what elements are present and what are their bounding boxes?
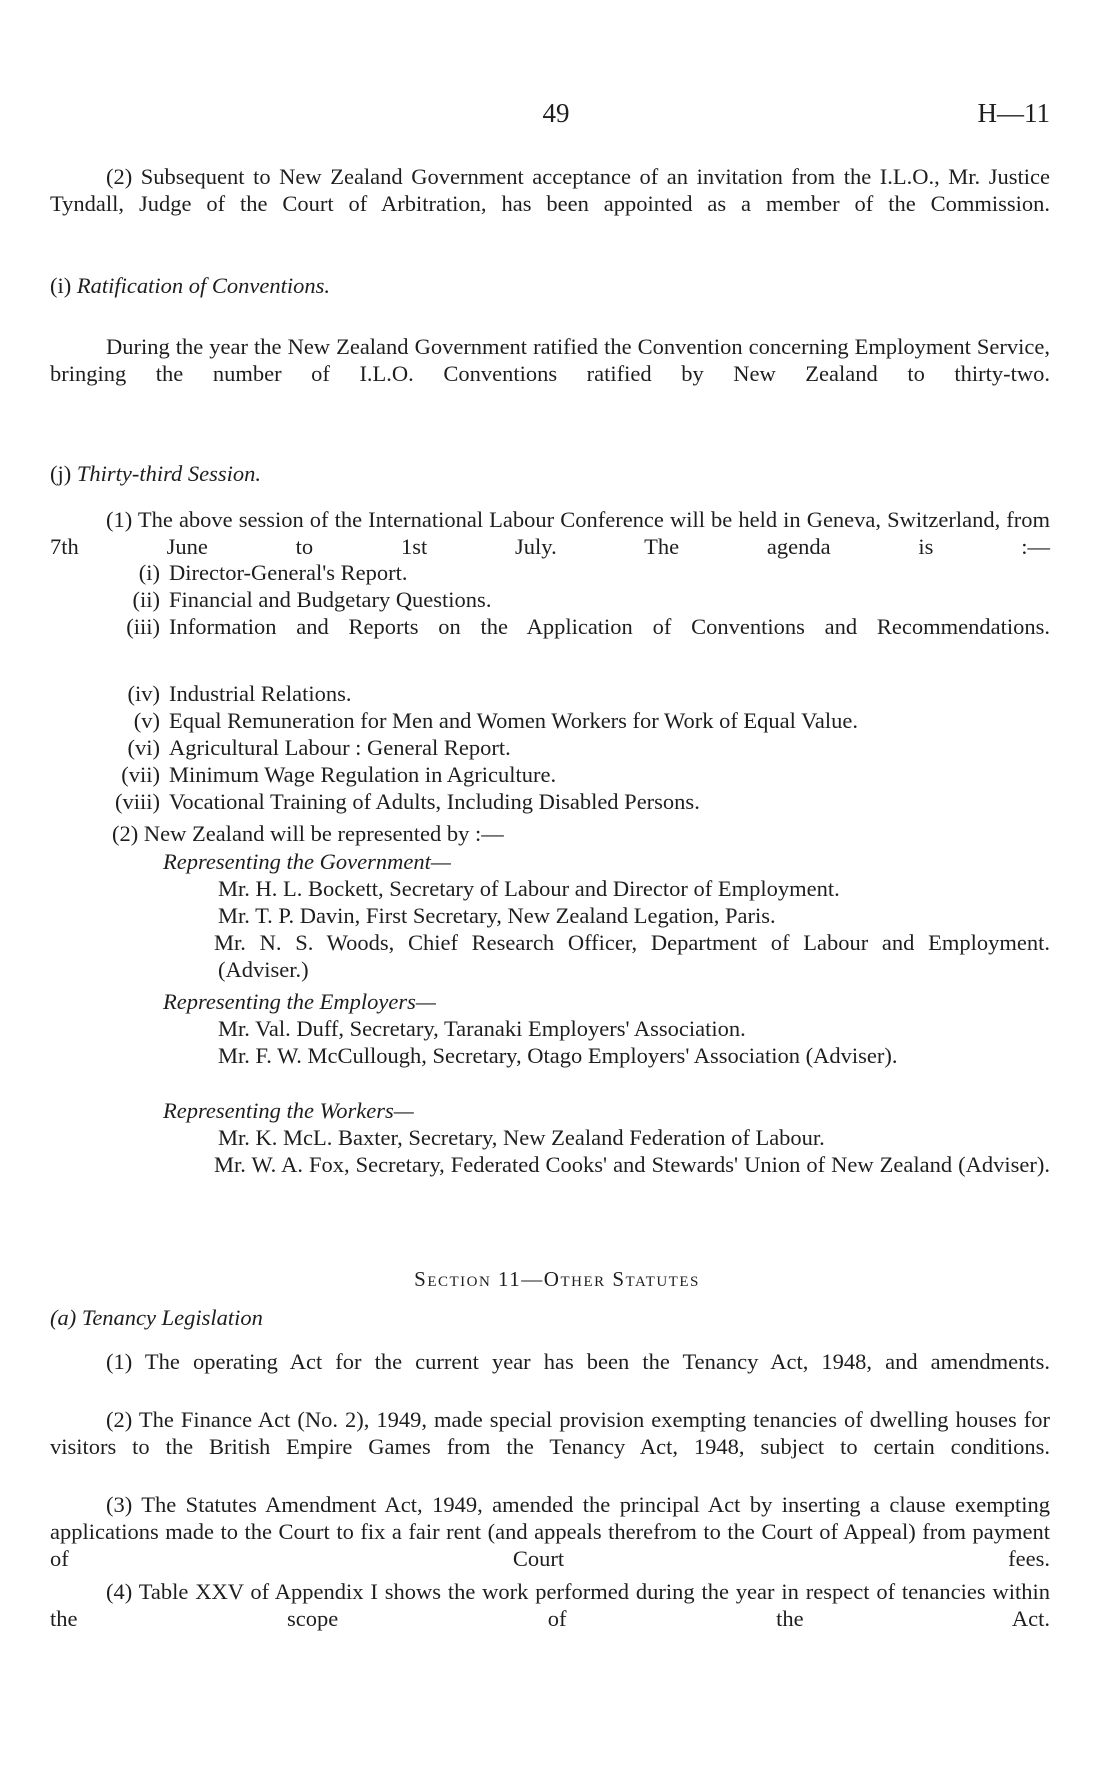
- agenda-item-number: (vi): [127, 735, 160, 760]
- tenancy-heading: [50, 1304, 263, 1331]
- government-member: Mr. H. L. Bockett, Secretary of Labour and Director of Employment.: [218, 876, 840, 901]
- ratification-label: (i): [50, 273, 72, 298]
- page-number: 49: [542, 98, 570, 128]
- document-reference: H—11: [977, 98, 1050, 128]
- agenda-item-text: Agricultural Labour : General Report.: [169, 735, 511, 760]
- government-heading: Representing the Government—: [163, 849, 451, 874]
- tenancy-paragraph: (2) The Finance Act (No. 2), 1949, made special provision exempting tenancies of dwelling houses for visitors to the British Empire Games from the Tenancy Act, 1948, subject to certain conditions.: [50, 1407, 1050, 1459]
- agenda-item-number: (ii): [132, 587, 160, 612]
- agenda-item-number: (iii): [126, 614, 160, 639]
- ratification-heading: [50, 272, 330, 299]
- session-title: Thirty-third Session.: [76, 461, 262, 486]
- session-paragraph-2: (2) New Zealand will be represented by :—: [112, 821, 504, 846]
- tenancy-paragraph: (1) The operating Act for the current year has been the Tenancy Act, 1948, and amendments.: [106, 1349, 1050, 1374]
- agenda-item-text: Financial and Budgetary Questions.: [169, 587, 492, 612]
- employers-heading: Representing the Employers—: [163, 989, 436, 1014]
- tenancy-paragraph: (4) Table XXV of Appendix I shows the work performed during the year in respect of tenancies within the scope of the Act.: [50, 1579, 1050, 1631]
- workers-heading: Representing the Workers—: [163, 1098, 414, 1123]
- tenancy-label: (a): [50, 1305, 77, 1330]
- agenda-item-number: (i): [138, 560, 160, 585]
- section-title: Section 11—Other Statutes: [414, 1267, 700, 1291]
- agenda-item-text: Minimum Wage Regulation in Agriculture.: [169, 762, 557, 787]
- intro-paragraph: (2) Subsequent to New Zealand Government acceptance of an invitation from the I.L.O., Mr. Justice Tyndall, Judge of the Court of Arbitration, has been appointed as a member of the Commission.: [50, 164, 1050, 216]
- ratification-paragraph: During the year the New Zealand Government ratified the Convention concerning Employment Service, bringing the number of I.L.O. Conventions ratified by New Zealand to thirty-two.: [50, 334, 1050, 386]
- tenancy-title: Tenancy Legislation: [81, 1305, 263, 1330]
- session-paragraph-1: (1) The above session of the International Labour Conference will be held in Geneva, Switzerland, from 7th June to 1st July. The agenda is :—: [50, 507, 1050, 559]
- employers-member: Mr. F. W. McCullough, Secretary, Otago Employers' Association (Adviser).: [218, 1043, 898, 1068]
- agenda-item-number: (vii): [121, 762, 160, 787]
- agenda-item-text: Vocational Training of Adults, Including Disabled Persons.: [169, 789, 700, 814]
- workers-member: Mr. K. McL. Baxter, Secretary, New Zealand Federation of Labour.: [218, 1125, 825, 1150]
- agenda-item-text: Industrial Relations.: [169, 681, 352, 706]
- agenda-item-text: Director-General's Report.: [169, 560, 408, 585]
- agenda-item-number: (v): [133, 708, 160, 733]
- workers-member: Mr. W. A. Fox, Secretary, Federated Cooks' and Stewards' Union of New Zealand (Adviser).: [214, 1152, 1050, 1177]
- session-label: (j): [50, 461, 72, 486]
- session-heading: [50, 460, 261, 487]
- agenda-item-number: (iv): [127, 681, 160, 706]
- ratification-title: Ratification of Conventions.: [76, 273, 330, 298]
- employers-member: Mr. Val. Duff, Secretary, Taranaki Employers' Association.: [218, 1016, 746, 1041]
- government-member: Mr. N. S. Woods, Chief Research Officer, Department of Labour and Employment. (Adviser.): [214, 930, 1050, 982]
- tenancy-paragraph: (3) The Statutes Amendment Act, 1949, amended the principal Act by inserting a clause exempting applications made to the Court to fix a fair rent (and appeals therefrom to the Court of Appeal) from payment of Court fees.: [50, 1492, 1050, 1571]
- agenda-item-text: Information and Reports on the Application of Conventions and Recommendations.: [169, 614, 1050, 639]
- agenda-item-text: Equal Remuneration for Men and Women Workers for Work of Equal Value.: [169, 708, 858, 733]
- agenda-item-number: (viii): [115, 789, 160, 814]
- government-member: Mr. T. P. Davin, First Secretary, New Zealand Legation, Paris.: [218, 903, 776, 928]
